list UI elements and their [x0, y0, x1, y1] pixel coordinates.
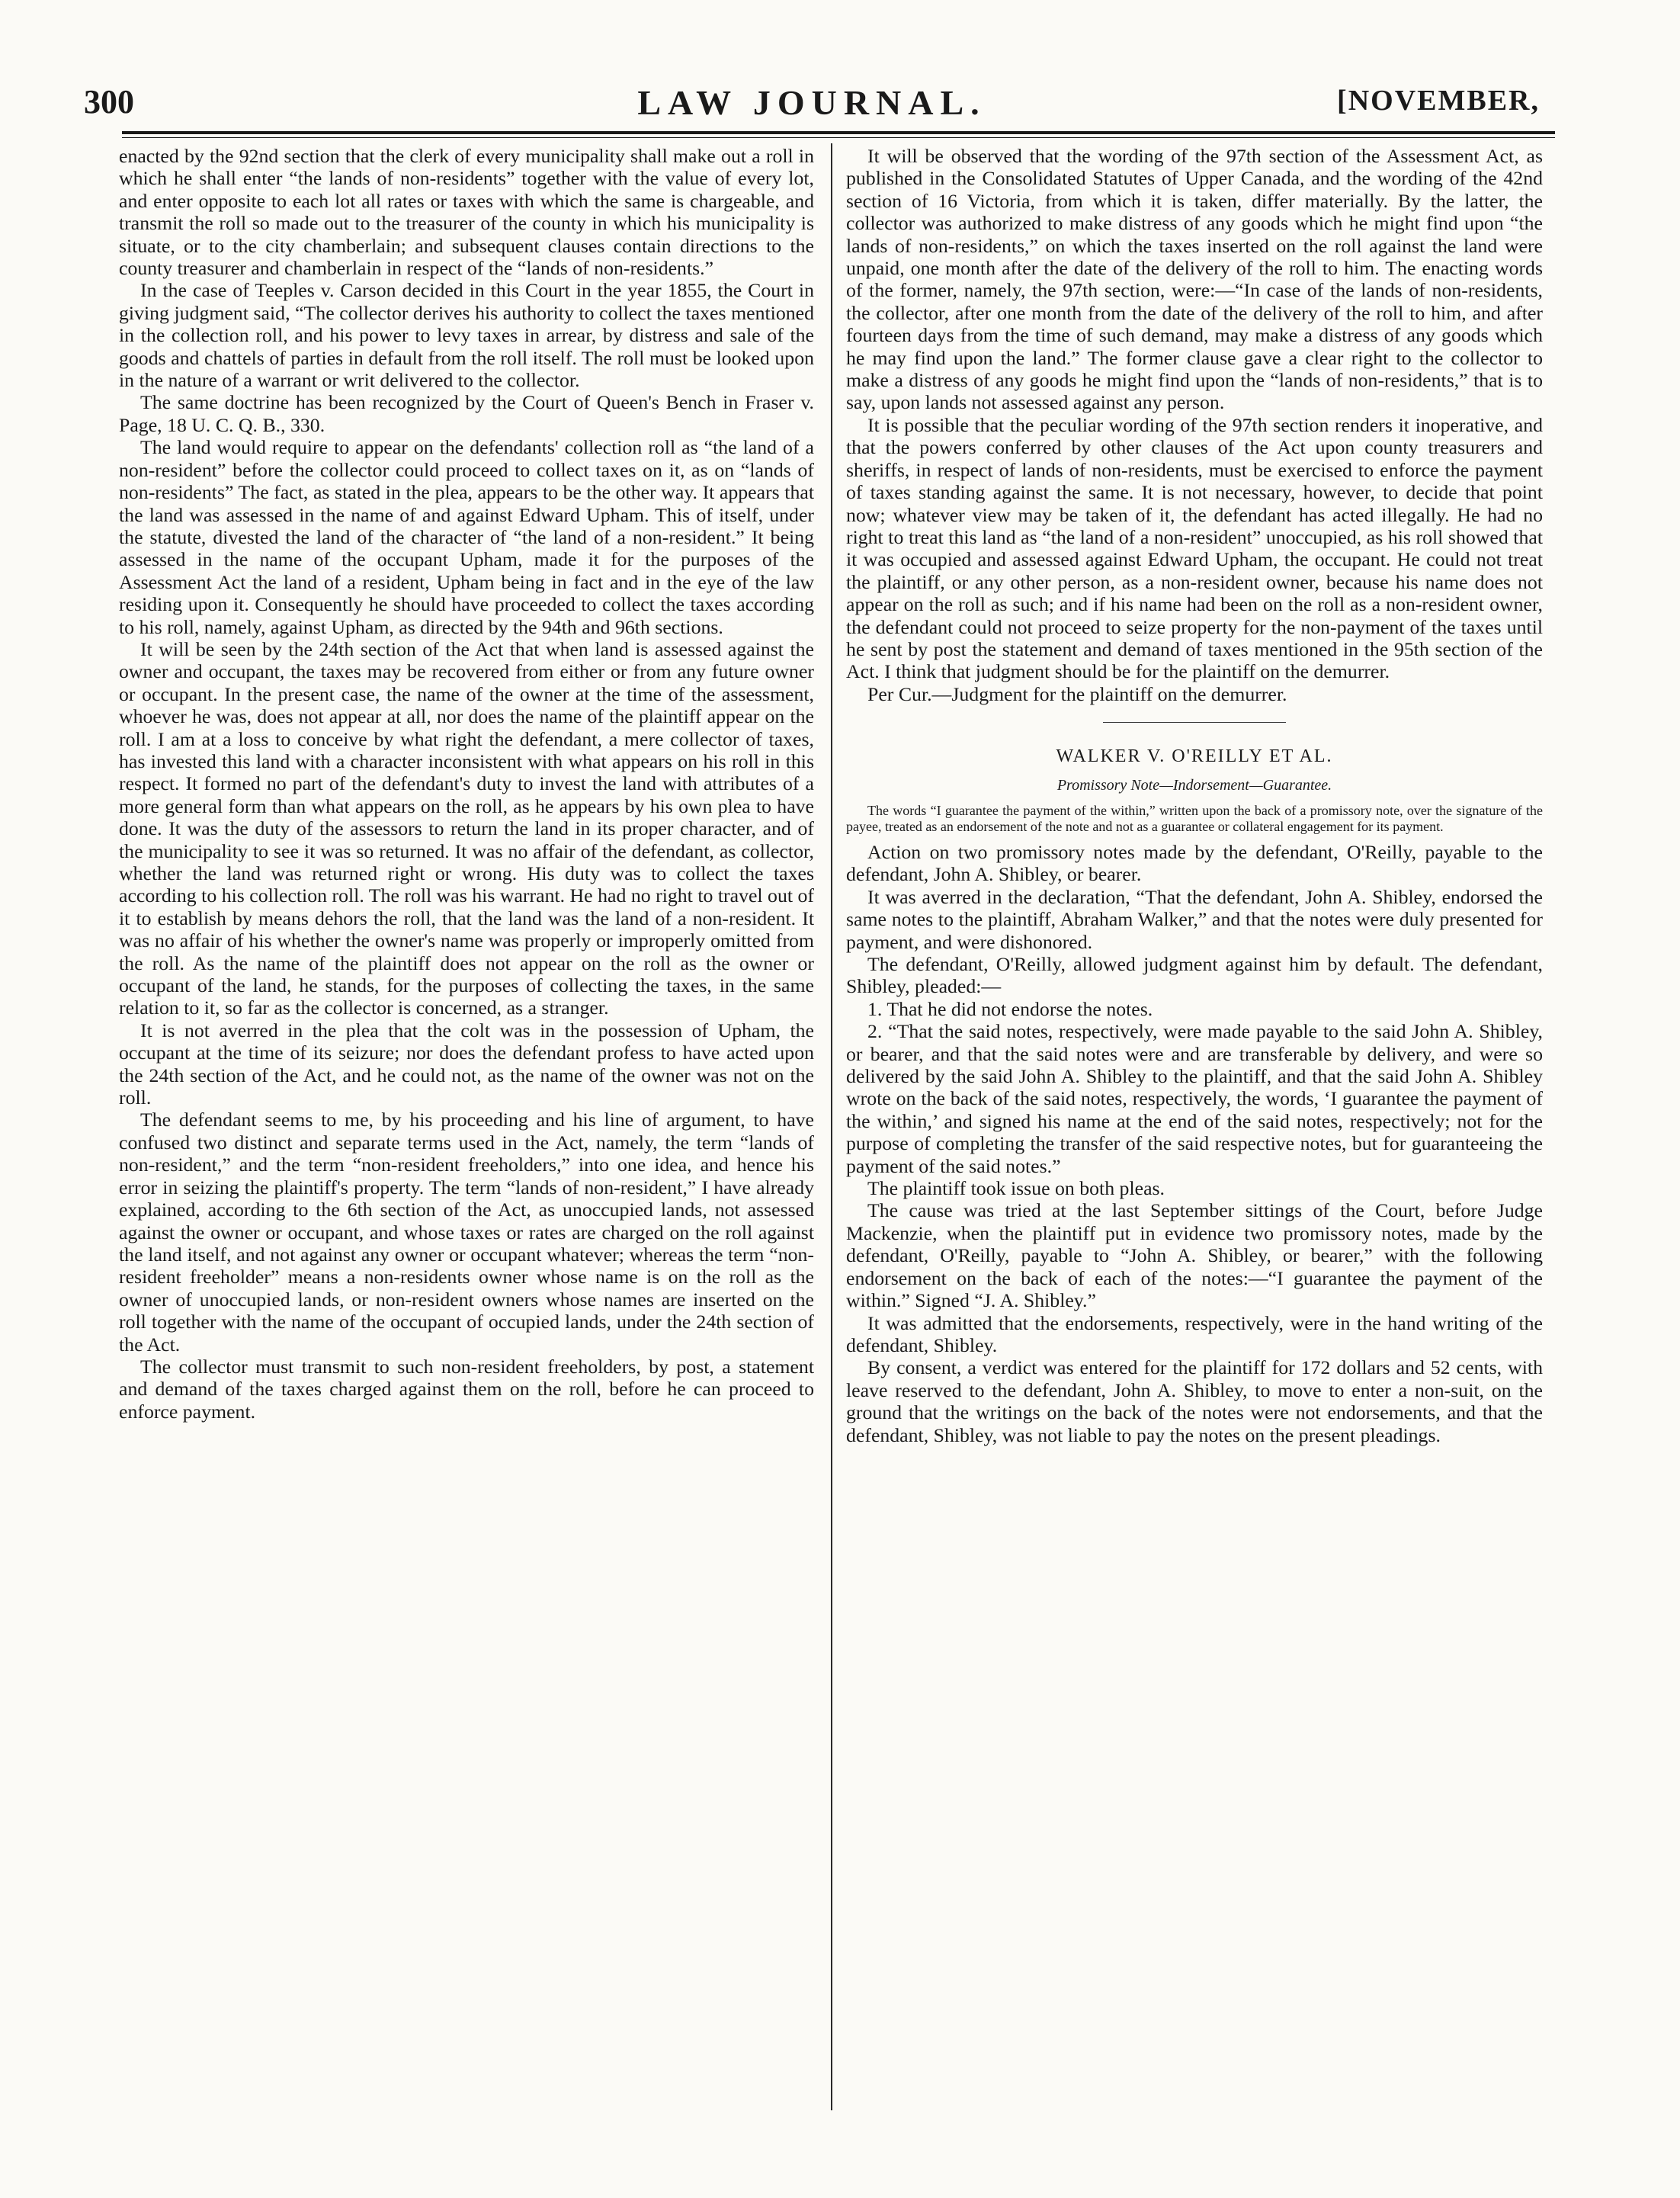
journal-title: LAW JOURNAL.: [637, 83, 986, 122]
paragraph: It will be observed that the wording of the 97th section of the Assessment Act, as published in the Consolidated Statutes of Upper Canada, and the wording of the 42nd section of 16 Victoria, from which it is taken, differ materially. By the latter, the collector was authorized to make distress of any goods which he might find upon “the lands of non-residents,” on which the taxes inserted on the roll against the land were unpaid, one month after the date of the delivery of the roll to him. The enacting words of the former, namely, the 97th section, were:—“In case of the lands of non-residents, the collector, after one month from the date of the delivery of the roll to him, and after fourteen days from the time of such demand, may make a distress of any goods which he may find upon the land.” The former clause gave a clear right to the collector to make a distress of any goods he might find upon the “lands of non-residents,” that is to say, upon lands not assessed against any person.: [846, 145, 1543, 414]
plea-item: 1. That he did not endorse the notes.: [867, 997, 1153, 1020]
paragraph: By consent, a verdict was entered for the plaintiff for 172 dollars and 52 cents, with leave reserved to the defendant, John A. Shibley, to move to enter a non-suit, on the ground that the writings on the back of the notes were not endorsements, and that the defendant, Shibley, was not liable to pay the notes on the present pleadings.: [846, 1356, 1543, 1446]
judgment-line: Per Cur.—Judgment for the plaintiff on the demurrer.: [867, 682, 1287, 705]
paragraph: The defendant, O'Reilly, allowed judgment against him by default. The defendant, Shibley, pleaded:—: [846, 953, 1543, 998]
paragraph: The plaintiff took issue on both pleas.: [867, 1177, 1165, 1200]
left-column: [119, 145, 814, 1423]
paragraph: It is possible that the peculiar wording of the 97th section renders it inoperative, and that the powers conferred by other clauses of the Act upon county treasurers and sheriffs, in respect of lands of non-residents, must be exercised to enforce the payment of taxes standing against the same. It is not necessary, however, to decide that point now; whatever view may be taken of it, the defendant has acted illegally. He had no right to treat this land as “the land of a non-resident” unoccupied, as his roll showed that it was occupied and assessed against Edward Upham, the occupant. He could not treat the plaintiff, or any other person, as a non-resident owner, because his name does not appear on the roll as such; and if his name had been on the roll as a non-resident owner, the defendant could not proceed to seize property for the non-payment of the taxes until he sent by post the statement and demand of taxes mentioned in the 95th section of the Act. I think that judgment should be for the plaintiff on the demurrer.: [846, 413, 1543, 683]
paragraph: The cause was tried at the last September sittings of the Court, before Judge Mackenzie, when the plaintiff put in evidence two promissory notes, made by the defendant, O'Reilly, payable to “John A. Shibley, or bearer,” with the following endorsement on the back of each of the notes:—“I guarantee the payment of the within.” Signed “J. A. Shibley.”: [846, 1199, 1543, 1312]
page-number: 300: [84, 83, 134, 120]
case-title: WALKER V. O'REILLY ET AL.: [1056, 746, 1333, 767]
paragraph: Action on two promissory notes made by the defendant, O'Reilly, payable to the defendant, John A. Shibley, or bearer.: [846, 840, 1543, 886]
paragraph: It was averred in the declaration, “That the defendant, John A. Shibley, endorsed the same notes to the plaintiff, Abraham Walker,” and that the notes were duly presented for payment, and were dishonored.: [846, 885, 1543, 953]
header-rule-thin: [122, 137, 1555, 138]
paragraph: The collector must transmit to such non-resident freeholders, by post, a statement and demand of the taxes charged against them on the roll, before he can proceed to enforce payment.: [119, 1355, 814, 1423]
issue-month: [NOVEMBER,: [1337, 85, 1540, 117]
right-column: [846, 145, 1543, 1446]
paragraph: The same doctrine has been recognized by the Court of Queen's Bench in Fraser v. Page, 18 U. C. Q. B., 330.: [119, 391, 814, 436]
paragraph: It will be seen by the 24th section of the Act that when land is assessed against the owner and occupant, the taxes may be recovered from either or from any future owner or occupant. In the present case, the name of the owner at the time of the assessment, whoever he was, does not appear at all, nor does the name of the plaintiff appear on the roll. I am at a loss to conceive by what right the defendant, a mere collector of taxes, has invested this land with a character inconsistent with what appears on his roll in this respect. It formed no part of the defendant's duty to invest the land with attributes of a more general form than what appears on the roll, as he appears by his own plea to have done. It was the duty of the assessors to return the land in its proper character, and of the municipality to see it was so returned. It was no affair of the defendant, as collector, whether the land was returned right or wrong. His duty was to collect the taxes according to his collection roll. The roll was his warrant. He had no right to travel out of it to establish by means dehors the roll, that the land was the land of a non-resident. It was no affair of his whether the owner's name was properly or improperly omitted from the roll. As the name of the plaintiff does not appear on the roll as the owner or occupant of the land, he stands, for the purposes of collecting the taxes, in the same relation to it, so far as the collector is concerned, as a stranger.: [119, 637, 814, 1019]
column-divider: [831, 143, 832, 2110]
paragraph: In the case of Teeples v. Carson decided in this Court in the year 1855, the Court in giving judgment said, “The collector derives his authority to collect the taxes mentioned in the collection roll, and his power to levy taxes in arrear, by distress and sale of the goods and chattels of parties in default from the roll itself. The roll must be looked upon in the nature of a warrant or writ delivered to the collector.: [119, 279, 814, 392]
paragraph: enacted by the 92nd section that the clerk of every municipality shall make out a roll in which he shall enter “the lands of non-residents” together with the value of every lot, and enter opposite to each lot all rates or taxes with which the same is chargeable, and transmit the roll so made out to the treasurer of the county in which his municipality is situate, or to the city chamberlain; and subsequent clauses contain directions to the county treasurer and chamberlain in respect of the “lands of non-residents.”: [119, 145, 814, 280]
case-subject: Promissory Note—Indorsement—Guarantee.: [1056, 776, 1332, 794]
paragraph: The land would require to appear on the defendants' collection roll as “the land of a non-resident” before the collector could proceed to collect taxes on it, as on “lands of non-residents” The fact, as stated in the plea, appears to be the other way. It appears that the land was assessed in the name of and against Edward Upham. This of itself, under the statute, divested the land of the character of “the land of a non-resident.” It being assessed in the name of the occupant Upham, made it for the purposes of the Assessment Act the land of a resident, Upham being in fact and in the eye of the law residing upon it. Consequently he should have proceeded to collect the taxes according to his roll, namely, against Upham, as directed by the 94th and 96th sections.: [119, 436, 814, 638]
paragraph: It is not averred in the plea that the colt was in the possession of Upham, the occupant at the time of its seizure; nor does the defendant profess to have acted upon the 24th section of the Act, and he could not, as the name of the owner was not on the roll.: [119, 1019, 814, 1109]
header-rule: [122, 131, 1555, 134]
paragraph: It was admitted that the endorsements, respectively, were in the hand writing of the defendant, Shibley.: [846, 1311, 1543, 1356]
case-separator: [1103, 722, 1286, 723]
headnote: The words “I guarantee the payment of the within,” written upon the back of a promissory note, over the signature of the payee, treated as an endorsement of the note and not as a guarantee or collateral engagement for its payment.: [846, 802, 1543, 834]
page-header: [84, 82, 1540, 128]
plea-item: 2. “That the said notes, respectively, were made payable to the said John A. Shibley, or bearer, and that the said notes were and are transferable by delivery, and were so delivered by the said John A. Shibley to the plaintiff, and that the said John A. Shibley wrote on the back of the said notes, respectively, the words, ‘I guarantee the payment of the within,’ and signed his name at the end of the said notes, respectively; not for the purpose of completing the transfer of the said respective notes, but for guaranteeing the payment of the said notes.”: [846, 1020, 1543, 1177]
paragraph: The defendant seems to me, by his proceeding and his line of argument, to have confused two distinct and separate terms used in the Act, namely, the term “lands of non-resident,” and the term “non-resident freeholders,” into one idea, and hence his error in seizing the plaintiff's property. The term “lands of non-resident,” I have already explained, according to the 6th section of the Act, as unoccupied lands, not assessed against the owner or occupant, and whose taxes or rates are charged on the roll against the land itself, and not against any owner or occupant whatever; whereas the term “non-resident freeholder” means a non-residents owner whose name is on the roll as the owner of unoccupied lands, or non-resident owners whose names are inserted on the roll together with the name of the occupant of occupied lands, under the 24th section of the Act.: [119, 1109, 814, 1356]
